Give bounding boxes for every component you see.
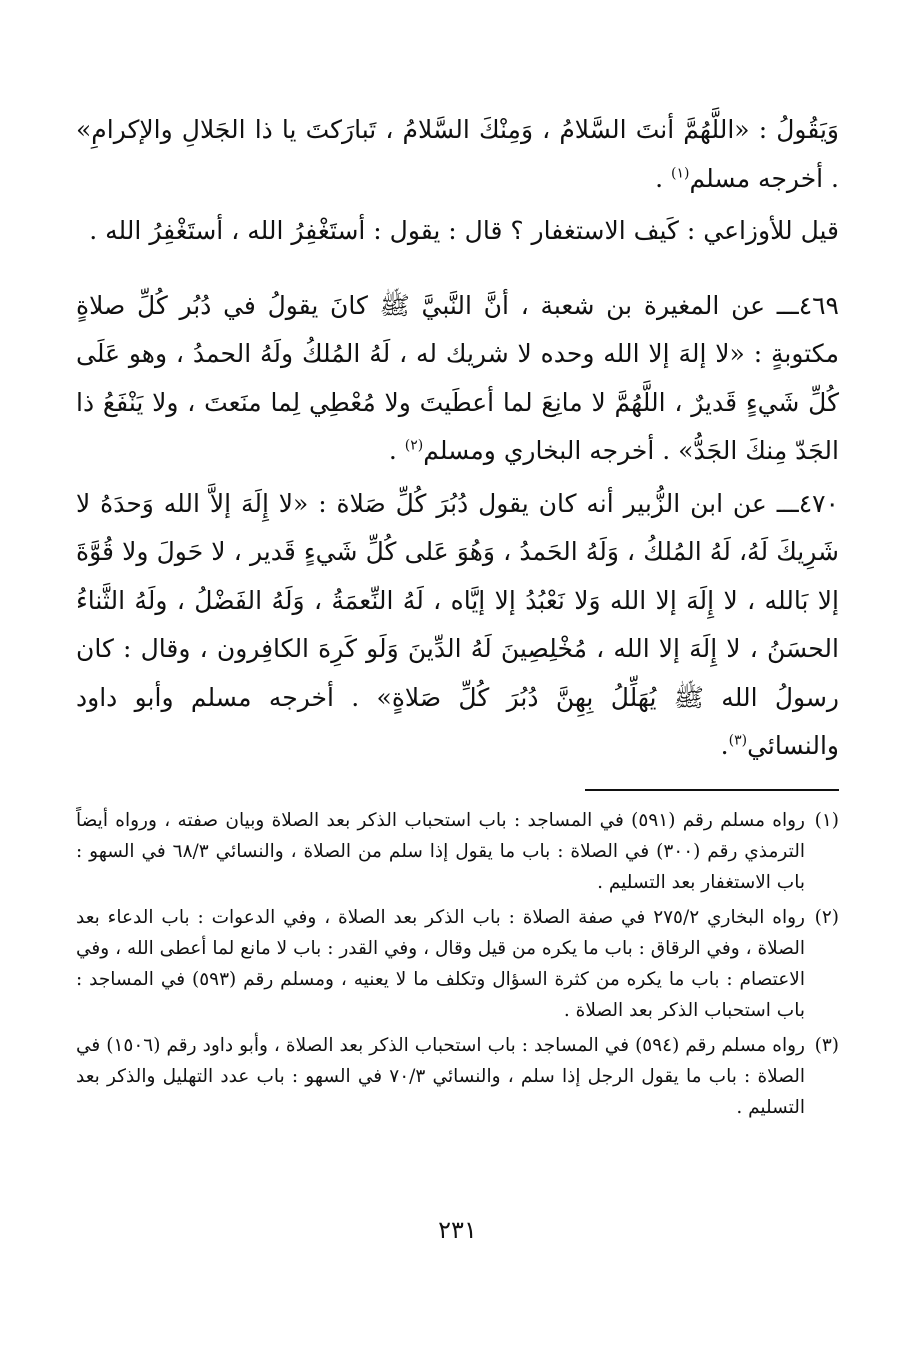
footnote-mark: (١) bbox=[814, 809, 839, 831]
footnote-text: رواه البخاري ٢٧٥/٢ في صفة الصلاة : باب الذكر بعد الصلاة ، وفي الدعوات : باب الدعاء بعد الصلاة ، وفي الرقاق : باب ما يكره من قيل وقال ، وفي القدر : باب لا مانع لما أعطى الله ، وفي الاعتصام : باب ما يكره من كثرة السؤال وتكلف ما لا يعنيه ، ومسلم رقم (٥٩٣) في المساجد : باب استحباب الذكر بعد الصلاة . bbox=[76, 906, 805, 1021]
footnote-2 bbox=[76, 902, 839, 1026]
footnote-text: رواه مسلم رقم (٥٩١) في المساجد : باب استحباب الذكر بعد الصلاة وبيان صفته ، ورواه أيضاً الترمذي رقم (٣٠٠) في الصلاة : باب ما يقول إذا سلم من الصلاة ، والنسائي ٦٨/٣ في السهو : باب الاستغفار بعد التسليم . bbox=[76, 809, 805, 893]
footnote-mark: (٣) bbox=[814, 1034, 839, 1056]
footnote-ref-3[interactable]: (٣) bbox=[728, 732, 748, 749]
footnote-1 bbox=[76, 805, 839, 898]
footnote-mark: (٢) bbox=[814, 906, 839, 928]
footnote-3 bbox=[76, 1030, 839, 1123]
footnote-ref-1[interactable]: (١) bbox=[671, 165, 690, 182]
paragraph-text: قيل للأوزاعي : كَيف الاستغفار ؟ قال : يقول : أستَغْفِرُ الله ، أستَغْفِرُ الله . bbox=[89, 216, 839, 245]
hadith-469: ٤٦٩ـــ عن المغيرة بن شعبة ، أنَّ النَّبيَّ ﷺ كانَ يقولُ في دُبُر كُلِّ صلاةٍ مكتوبةٍ : «لا إلهَ إلا الله وحده لا شريك له ، لَهُ المُلكُ ولَهُ الحمدُ ، وهو عَلَى كُلِّ شَيءٍ قَديرٌ ، اللَّهُمَّ لا مانِعَ لما أعطَيتَ ولا مُعْطِي لِما منَعتَ ، ولا يَنْفَعُ ذا الجَدّ مِنكَ الجَدُّ» . أخرجه البخاري ومسلم$^{(٢)}$ . bbox=[76, 290, 839, 465]
hadith-470: ٤٧٠ـــ عن ابن الزُّبير أنه كان يقول دُبُرَ كُلِّ صَلاة : «لا إِلَهَ إلاَّ الله وَحدَهُ لا شَرِيكَ لَهُ، لَهُ المُلكُ ، وَلَهُ الحَمدُ ، وَهُوَ عَلى كُلِّ شَيءٍ قَدير ، لا حَولَ ولا قُوَّةَ إلا بَالله ، لا إِلَهَ إلا الله وَلا نَعْبُدُ إلا إيَّاه ، لَهُ النِّعمَةُ ، وَلَهُ الفَضْلُ ، ولَهُ الثَّناءُ الحسَنُ ، لا إِلَهَ إلا الله ، مُخْلِصِينَ لَهُ الدِّينَ وَلَو كَرِهَ الكافِرون ، وقال : كان رسولُ الله ﷺ يُهَلِّلُ بِهِنَّ دُبُرَ كُلِّ صَلاةٍ» . أخرجه مسلم وأبو داود والنسائي$^{(٣)}$. bbox=[76, 488, 839, 760]
paragraph-awzai bbox=[76, 207, 839, 256]
footnote-divider bbox=[585, 789, 839, 791]
hadith-number: ٤٧٠ bbox=[798, 488, 839, 518]
hadith-number: ٤٦٩ bbox=[798, 290, 839, 320]
footnote-text: رواه مسلم رقم (٥٩٤) في المساجد : باب استحباب الذكر بعد الصلاة ، وأبو داود رقم (١٥٠٦) في الصلاة : باب ما يقول الرجل إذا سلم ، والنسائي ٧٠/٣ في السهو : باب عدد التهليل والذكر بعد التسليم . bbox=[76, 1034, 806, 1118]
hadith-text: ـــ عن المغيرة بن شعبة ، أنَّ النَّبيَّ ﷺ كانَ يقولُ في دُبُر كُلِّ صلاةٍ مكتوبةٍ : «لا إلهَ إلا الله وحده لا شريك له ، لَهُ المُلكُ ولَهُ الحمدُ ، وهو عَلَى كُلِّ شَيءٍ قَديرٌ ، اللَّهُمَّ لا مانِعَ لما أعطَيتَ ولا مُعْطِي لِما منَعتَ ، ولا يَنْفَعُ ذا الجَدّ مِنكَ الجَدُّ» . أخرجه البخاري ومسلم bbox=[76, 290, 839, 465]
footnote-ref-2[interactable]: (٢) bbox=[404, 437, 424, 454]
paragraph-text: وَيَقُولُ : «اللَّهُمَّ أنتَ السَّلامُ ، وَمِنْكَ السَّلامُ ، تَبارَكتَ يا ذا الجَلالِ والإكرامِ» . أخرجه مسلم bbox=[76, 115, 839, 193]
paragraph-dua-salam: وَيَقُولُ : «اللَّهُمَّ أنتَ السَّلامُ ، وَمِنْكَ السَّلامُ ، تَبارَكتَ يا ذا الجَلالِ والإكرامِ» . أخرجه مسلم$^{(١)}$ . bbox=[76, 115, 839, 193]
hadith-text: ـــ عن ابن الزُّبير أنه كان يقول دُبُرَ كُلِّ صَلاة : «لا إِلَهَ إلاَّ الله وَحدَهُ لا شَرِيكَ لَهُ، لَهُ المُلكُ ، وَلَهُ الحَمدُ ، وَهُوَ عَلى كُلِّ شَيءٍ قَدير ، لا حَولَ ولا قُوَّةَ إلا بَالله ، لا إِلَهَ إلا الله وَلا نَعْبُدُ إلا إيَّاه ، لَهُ النِّعمَةُ ، وَلَهُ الفَضْلُ ، ولَهُ الثَّناءُ الحسَنُ ، لا إِلَهَ إلا الله ، مُخْلِصِينَ لَهُ الدِّينَ وَلَو كَرِهَ الكافِرون ، وقال : كان رسولُ الله ﷺ يُهَلِّلُ بِهِنَّ دُبُرَ كُلِّ صَلاةٍ» . أخرجه مسلم وأبو داود والنسائي bbox=[76, 488, 839, 760]
page-number: ٢٣١ bbox=[438, 1216, 477, 1244]
